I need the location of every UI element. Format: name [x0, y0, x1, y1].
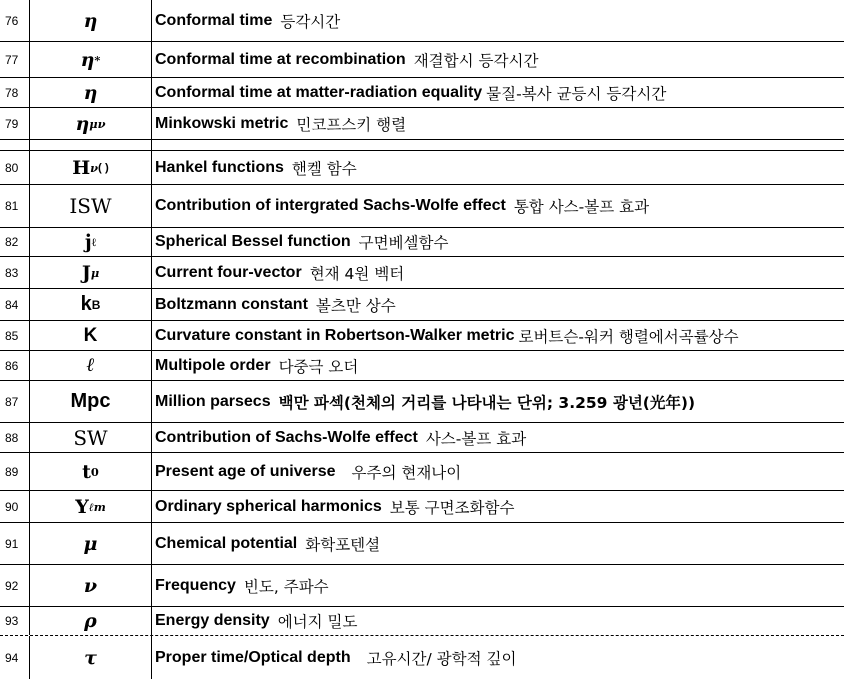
symbol-subscript: μν: [89, 116, 106, 131]
english-term: Boltzmann constant: [155, 295, 308, 313]
table-row: [0, 0, 844, 42]
symbol-cell: [30, 151, 152, 184]
korean-term: 보통 구면조화함수: [389, 498, 515, 517]
symbol-cell: [30, 108, 152, 139]
korean-term: 통합 사스-볼프 효과: [513, 198, 650, 216]
spacer-row: [0, 140, 844, 151]
row-number: 92: [0, 565, 30, 606]
symbol-main: SW: [73, 425, 108, 450]
table-row: [0, 491, 844, 523]
description-cell: [152, 423, 844, 452]
english-term: Minkowski metric: [155, 114, 289, 132]
description-cell: [152, 257, 844, 288]
row-number: 80: [0, 151, 30, 184]
symbol-subscript: *: [94, 52, 101, 67]
description-cell: [152, 351, 844, 380]
table-row: [0, 523, 844, 565]
row-number: 85: [0, 321, 30, 350]
symbol-cell: [30, 523, 152, 564]
description-cell: [152, 78, 844, 107]
symbol-main: ISW: [69, 194, 112, 218]
description-cell: [152, 321, 844, 350]
table-row: [0, 108, 844, 140]
korean-term: 다중극 오더: [278, 357, 359, 376]
korean-term: 핸켈 함수: [291, 159, 357, 178]
symbol-cell: [30, 423, 152, 452]
table-row: [0, 381, 844, 423]
korean-term: 우주의 현재나이: [351, 463, 462, 482]
description-cell: [152, 381, 844, 422]
symbol-main: η: [83, 9, 98, 32]
english-term: Proper time/Optical depth: [155, 648, 351, 666]
symbol-cell: [30, 42, 152, 77]
symbol-cell: [30, 289, 152, 320]
description-cell: [152, 0, 844, 41]
korean-term: 구면베셀함수: [358, 234, 449, 252]
korean-term: 에너지 밀도: [277, 613, 358, 631]
row-number: 94: [0, 636, 30, 679]
english-term: Conformal time at matter-radiation equality: [155, 83, 483, 101]
row-number: 79: [0, 108, 30, 139]
row-number: 87: [0, 381, 30, 422]
symbol-cell: [30, 78, 152, 107]
row-number: 78: [0, 78, 30, 107]
korean-term: 빈도, 주파수: [243, 577, 329, 596]
row-number: 90: [0, 491, 30, 522]
korean-term: 민코프스키 행렬: [296, 115, 407, 134]
table-row: [0, 289, 844, 321]
symbol-superscript: ( ): [98, 161, 109, 174]
table-row: [0, 78, 844, 108]
row-number: 76: [0, 0, 30, 41]
table-row: [0, 565, 844, 607]
row-number: 93: [0, 607, 30, 635]
description-cell: [152, 228, 844, 256]
symbol-cell: [30, 351, 152, 380]
row-number: 81: [0, 185, 30, 227]
symbol-main: η: [83, 81, 98, 104]
row-number: 88: [0, 423, 30, 452]
table-row: [0, 607, 844, 636]
symbol-cell: [30, 453, 152, 490]
symbol-subscript: ℓ: [91, 235, 97, 249]
table-row: [0, 636, 844, 679]
symbol-subscript: B: [91, 297, 101, 312]
symbol-cell: [30, 228, 152, 256]
table-row: [0, 228, 844, 257]
english-term: Chemical potential: [155, 534, 298, 552]
symbol-main: Mpc: [70, 390, 111, 412]
table-row: [0, 257, 844, 289]
column-divider: [29, 140, 30, 151]
table-row: [0, 453, 844, 491]
row-number: 86: [0, 351, 30, 380]
symbol-subscript: ν: [90, 160, 99, 175]
description-cell: [152, 151, 844, 184]
english-term: Multipole order: [155, 356, 271, 374]
korean-term: 볼츠만 상수: [315, 296, 396, 315]
symbol-cell: [30, 0, 152, 41]
column-divider: [151, 140, 152, 151]
english-term: Hankel functions: [155, 158, 284, 176]
symbol-main: ℓ: [86, 354, 95, 376]
row-number: 83: [0, 257, 30, 288]
symbol-main: j: [84, 231, 92, 253]
english-term: Ordinary spherical harmonics: [155, 497, 382, 515]
description-cell: [152, 565, 844, 606]
korean-term: 재결합시 등각시간: [413, 51, 539, 70]
symbol-main: t: [82, 460, 91, 483]
english-term: Million parsecs: [155, 392, 271, 410]
table-row: [0, 321, 844, 351]
english-term: Conformal time at recombination: [155, 50, 406, 68]
row-number: 91: [0, 523, 30, 564]
korean-term: 백만 파섹(천체의 거리를 나타내는 단위; 3.259 광년(光年)): [278, 393, 696, 412]
table-row: [0, 185, 844, 228]
symbol-cell: [30, 257, 152, 288]
symbol-main: μ: [83, 532, 98, 555]
description-cell: [152, 636, 844, 679]
english-term: Contribution of Sachs-Wolfe effect: [155, 428, 418, 446]
description-cell: [152, 42, 844, 77]
english-term: Energy density: [155, 612, 270, 629]
symbol-main: Y: [75, 495, 89, 518]
symbol-cell: [30, 565, 152, 606]
korean-term: 로버트슨-워커 행렬에서곡률상수: [518, 327, 739, 346]
english-term: Conformal time: [155, 11, 273, 29]
korean-term: 화학포텐셜: [305, 535, 381, 554]
symbol-cell: [30, 491, 152, 522]
symbol-subscript: 0: [90, 464, 99, 479]
row-number: 89: [0, 453, 30, 490]
korean-term: 고유시간/ 광학적 깊이: [366, 649, 517, 668]
english-term: Contribution of intergrated Sachs-Wolfe effect: [155, 197, 506, 214]
korean-term: 사스-볼프 효과: [425, 429, 527, 448]
description-cell: [152, 523, 844, 564]
description-cell: [152, 491, 844, 522]
symbol-cell: [30, 636, 152, 679]
row-number: 82: [0, 228, 30, 256]
symbol-main: η: [75, 112, 90, 135]
table-row: [0, 151, 844, 185]
table-row: [0, 351, 844, 381]
symbol-main: K: [83, 324, 98, 346]
symbol-main: τ: [84, 646, 97, 669]
korean-term: 물질-복사 균등시 등각시간: [486, 84, 667, 103]
symbol-cell: [30, 185, 152, 227]
korean-term: 등각시간: [280, 12, 341, 31]
symbol-cell: [30, 381, 152, 422]
symbol-main: ρ: [84, 610, 97, 632]
symbol-main: J: [81, 261, 91, 284]
english-term: Curvature constant in Robertson-Walker metric: [155, 326, 515, 344]
english-term: Present age of universe: [155, 462, 336, 480]
symbol-main: k: [80, 293, 92, 315]
english-term: Spherical Bessel function: [155, 233, 351, 250]
row-number: 77: [0, 42, 30, 77]
symbol-superscript: μ: [90, 265, 100, 280]
symbol-subscript: ℓm: [88, 499, 106, 514]
description-cell: [152, 607, 844, 635]
description-cell: [152, 289, 844, 320]
symbol-main: ν: [83, 574, 98, 597]
symbol-cell: [30, 607, 152, 635]
symbol-main: H: [72, 156, 91, 179]
table-row: [0, 423, 844, 453]
row-number: 84: [0, 289, 30, 320]
description-cell: [152, 108, 844, 139]
english-term: Current four-vector: [155, 263, 302, 281]
table-row: [0, 42, 844, 78]
symbol-cell: [30, 321, 152, 350]
description-cell: [152, 453, 844, 490]
description-cell: [152, 185, 844, 227]
symbol-main: η: [80, 48, 95, 71]
english-term: Frequency: [155, 576, 236, 594]
korean-term: 현재 4원 벡터: [309, 264, 405, 283]
